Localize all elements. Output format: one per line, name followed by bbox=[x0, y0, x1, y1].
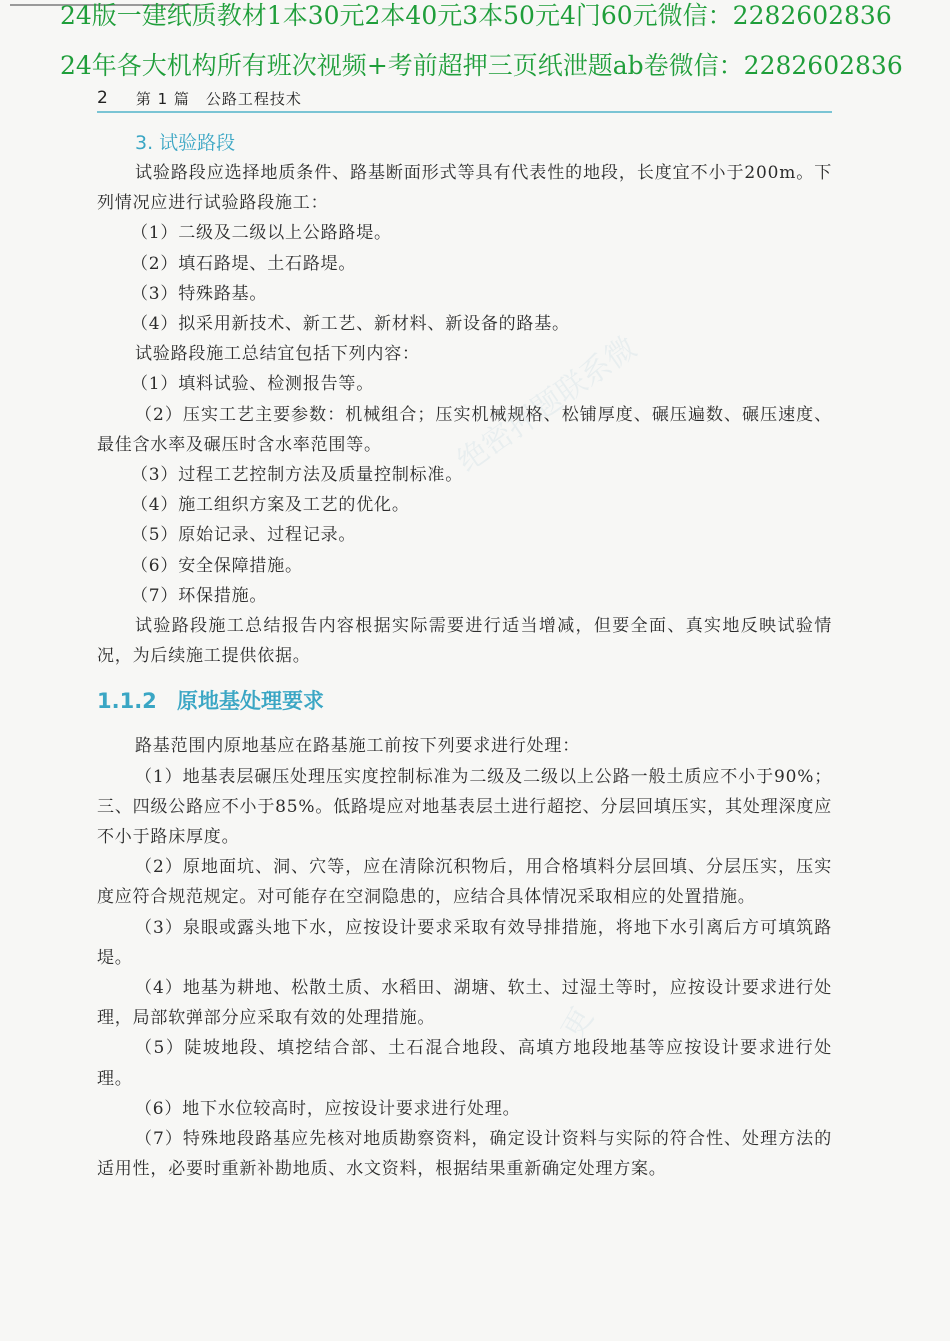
running-header bbox=[97, 88, 302, 108]
list-item: （3）特殊路基。 bbox=[131, 283, 268, 304]
section-heading-3: 3. 试验路段 bbox=[135, 132, 236, 154]
section-number: 1.1.2 bbox=[97, 689, 157, 714]
list-item: （5）原始记录、过程记录。 bbox=[131, 525, 357, 546]
promo-line-2: 24年各大机构所有班次视频+考前超押三页纸泄题ab卷微信：2282602836 bbox=[60, 51, 903, 80]
list-item: （4）拟采用新技术、新工艺、新材料、新设备的路基。 bbox=[131, 314, 570, 335]
list-item: （3）过程工艺控制方法及质量控制标准。 bbox=[131, 465, 464, 486]
list-item: （5）陡坡地段、填挖结合部、土石混合地段、高填方地段地基等应按设计要求进行处理。 bbox=[97, 1038, 832, 1089]
paragraph: 路基范围内原地基应在路基施工前按下列要求进行处理： bbox=[135, 736, 580, 757]
list-item: （7）环保措施。 bbox=[131, 585, 268, 606]
section-title: 原地基处理要求 bbox=[177, 689, 324, 714]
list-item: （1）填料试验、检测报告等。 bbox=[131, 374, 375, 395]
paragraph: 试验路段应选择地质条件、路基断面形式等具有代表性的地段，长度宜不小于200m。下列情况应进行试验路段施工： bbox=[97, 163, 832, 214]
list-item: （2）原地面坑、洞、穴等，应在清除沉积物后，用合格填料分层回填、分层压实，压实度应符合规范规定。对可能存在空洞隐患的，应结合具体情况采取相应的处置措施。 bbox=[97, 857, 832, 908]
watermark: 绝密押题联系微 bbox=[450, 330, 644, 480]
list-item: （2）填石路堤、土石路堤。 bbox=[131, 253, 357, 274]
list-item: （7）特殊地段路基应先核对地质勘察资料，确定设计资料与实际的符合性、处理方法的适用性，必要时重新补勘地质、水文资料，根据结果重新确定处理方案。 bbox=[97, 1129, 832, 1180]
list-item: （2）压实工艺主要参数：机械组合；压实机械规格、松铺厚度、碾压遍数、碾压速度、最佳含水率及碾压时含水率范围等。 bbox=[97, 404, 832, 455]
list-item: （6）安全保障措施。 bbox=[131, 555, 303, 576]
section-heading-1-1-2 bbox=[97, 683, 832, 719]
list-item: （1）二级及二级以上公路路堤。 bbox=[131, 223, 392, 244]
part-title: 第 1 篇 公路工程技术 bbox=[135, 89, 302, 108]
page-content bbox=[97, 128, 832, 1185]
list-item: （1）地基表层碾压处理压实度控制标准为二级及二级以上公路一般土质应不小于90%；三、四级公路应不小于85%。低路堤应对地基表层土进行超挖、分层回填压实，其处理深度应不小于路床厚度。 bbox=[97, 766, 832, 848]
list-item: （4）施工组织方案及工艺的优化。 bbox=[131, 495, 410, 516]
paragraph: 试验路段施工总结报告内容根据实际需要进行适当增减，但要全面、真实地反映试验情况，为后续施工提供依据。 bbox=[97, 616, 832, 667]
list-item: （4）地基为耕地、松散土质、水稻田、湖塘、软土、过湿土等时，应按设计要求进行处理，局部软弹部分应采取有效的处理措施。 bbox=[97, 978, 832, 1029]
list-item: （6）地下水位较高时，应按设计要求进行处理。 bbox=[135, 1098, 521, 1119]
list-item: （3）泉眼或露头地下水，应按设计要求采取有效导排措施，将地下水引离后方可填筑路堤。 bbox=[97, 917, 832, 968]
page-number: 2 bbox=[97, 88, 108, 108]
header-rule bbox=[97, 111, 832, 113]
watermark: 更 bbox=[555, 1002, 601, 1046]
promo-line-1: 24版一建纸质教材1本30元2本40元3本50元4门60元微信：2282602836 bbox=[60, 1, 892, 30]
paragraph: 试验路段施工总结宜包括下列内容： bbox=[135, 344, 420, 365]
